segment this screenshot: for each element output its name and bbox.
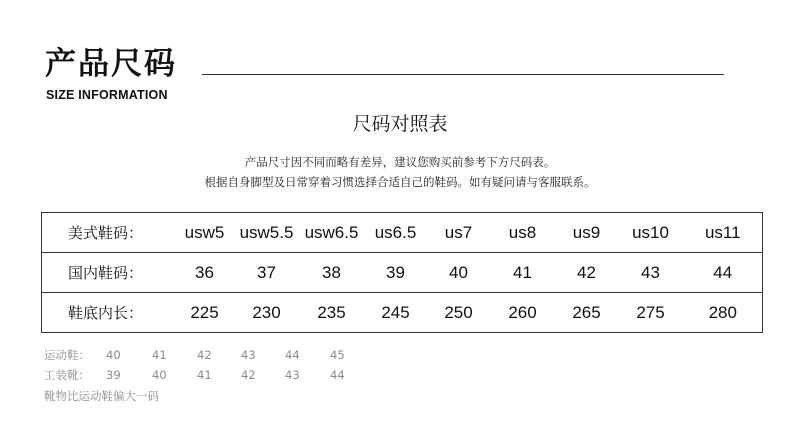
- note-value: 41: [152, 348, 167, 362]
- table-cell: usw5.5: [239, 222, 294, 242]
- header-divider: [202, 74, 724, 75]
- table-cell: 43: [618, 253, 684, 293]
- note-value: 40: [106, 348, 121, 362]
- table-cell: 44: [684, 253, 763, 293]
- table-cell: usw5: [184, 222, 225, 242]
- page-subtitle: SIZE INFORMATION: [46, 88, 168, 102]
- page-title: 产品尺码: [45, 46, 177, 82]
- table-cell: 260: [490, 293, 556, 333]
- table-cell: 275: [618, 293, 684, 333]
- table-cell: 39: [364, 253, 428, 293]
- row-label-cn-size: 国内鞋码：: [42, 253, 176, 293]
- description-line-2: 根据自身脚型及日常穿着习惯选择合适自己的鞋码。如有疑问请与客服联系。: [204, 175, 596, 189]
- note-value: 44: [330, 368, 345, 382]
- note-label: 工装靴：: [44, 368, 90, 382]
- table-cell: 225: [176, 293, 234, 333]
- table-cell: 230: [234, 293, 300, 333]
- table-cell: 38: [300, 253, 364, 293]
- table-cell: us11: [704, 222, 741, 242]
- note-remark: 靴物比运动鞋偏大一码: [44, 389, 159, 403]
- note-value: 45: [330, 348, 345, 362]
- table-cell: us10: [632, 222, 669, 242]
- table-cell: 37: [234, 253, 300, 293]
- table-row: [42, 253, 763, 293]
- note-value: 42: [241, 368, 256, 382]
- table-cell: 250: [428, 293, 490, 333]
- table-cell: 280: [684, 293, 763, 333]
- table-cell: us6.5: [374, 222, 417, 242]
- note-value: 43: [241, 348, 256, 362]
- table-cell: 265: [556, 293, 618, 333]
- note-value: 41: [197, 368, 212, 382]
- table-cell: 36: [176, 253, 234, 293]
- row-label-insole-length: 鞋底内长：: [42, 293, 176, 333]
- note-value: 40: [152, 368, 167, 382]
- size-chart-title: 尺码对照表: [352, 113, 448, 135]
- row-label-us-size: 美式鞋码：: [68, 224, 144, 242]
- table-cell: 245: [364, 293, 428, 333]
- note-label: 运动鞋：: [44, 348, 90, 362]
- note-value: 44: [285, 348, 300, 362]
- note-value: 39: [106, 368, 121, 382]
- note-value: 42: [197, 348, 212, 362]
- table-cell: us8: [508, 222, 537, 242]
- table-cell: usw6.5: [304, 222, 359, 242]
- table-cell: 41: [490, 253, 556, 293]
- note-value: 43: [285, 368, 300, 382]
- table-cell: 40: [428, 253, 490, 293]
- table-cell: 42: [556, 253, 618, 293]
- table-cell: 235: [300, 293, 364, 333]
- table-row: [42, 213, 763, 253]
- table-row: [42, 293, 763, 333]
- table-cell: us7: [444, 222, 473, 242]
- description-line-1: 产品尺寸因不同而略有差异，建议您购买前参考下方尺码表。: [244, 155, 556, 169]
- size-table: [41, 212, 763, 333]
- table-cell: us9: [572, 222, 601, 242]
